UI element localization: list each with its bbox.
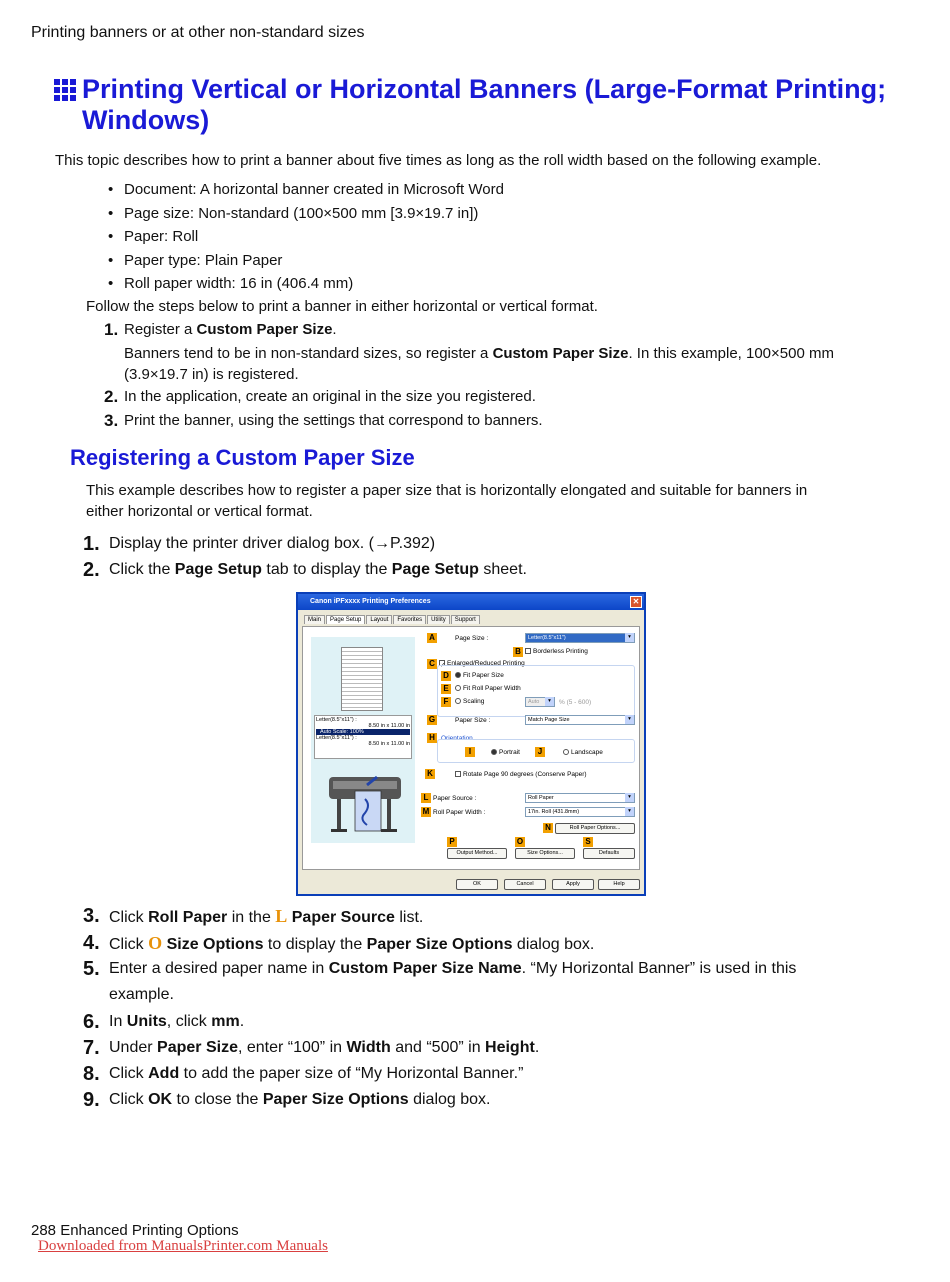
- step-number: 7.: [83, 1037, 100, 1059]
- step-text: .: [534, 1039, 540, 1056]
- step-bold: Custom Paper Size Name: [328, 960, 522, 977]
- list-item: • Paper: Roll: [108, 225, 504, 249]
- list-item: • Roll paper width: 16 in (406.4 mm): [108, 272, 504, 296]
- list-item: • Document: A horizontal banner created in Microsoft Word: [108, 178, 504, 202]
- step-bold: Roll Paper: [148, 909, 228, 926]
- step-1-note: [124, 343, 844, 385]
- label-marker: N: [543, 823, 553, 833]
- running-head: Printing banners or at other non-standard sizes: [31, 24, 365, 41]
- step-text: Enter a desired paper name in: [109, 960, 329, 977]
- step-number: 1.: [104, 320, 119, 339]
- roll-width-select[interactable]: 17in. Roll (431.8mm) ▾: [525, 807, 635, 817]
- step-text: dialog box.: [512, 936, 595, 953]
- step-text: Click: [109, 909, 149, 926]
- step-bold: Paper Size Options: [366, 936, 513, 953]
- step-number: 1.: [83, 533, 100, 555]
- info-line: Letter(8.5"x11") :: [316, 735, 357, 741]
- step-number: 5.: [83, 958, 100, 980]
- step-8: [83, 1061, 524, 1087]
- overview-step-1: [104, 319, 844, 340]
- step-text: , enter “100” in: [237, 1039, 347, 1056]
- step-bold: Paper Size: [157, 1039, 238, 1056]
- step-text: . “My Horizontal Banner” is used in this example.: [109, 960, 797, 1003]
- step-text: dialog box.: [408, 1091, 491, 1108]
- label-marker: I: [465, 747, 475, 757]
- printing-preferences-dialog: [296, 592, 646, 896]
- paper-source-label: Paper Source :: [433, 795, 477, 802]
- step-bold: Units: [126, 1013, 167, 1030]
- landscape-radio[interactable]: [563, 749, 603, 756]
- step-text: Click the: [109, 561, 175, 578]
- borderless-checkbox[interactable]: [525, 648, 588, 655]
- step-text: sheet.: [478, 561, 527, 578]
- step-bold: Height: [485, 1039, 535, 1056]
- scaling-radio[interactable]: [455, 698, 484, 705]
- note-bold: Custom Paper Size: [492, 345, 629, 362]
- page-title: Printing Vertical or Horizontal Banners (Large-Format Printing; Windows): [82, 74, 887, 135]
- step-text: Print the banner, using the settings that correspond to banners.: [124, 412, 543, 429]
- label-marker: H: [427, 733, 437, 743]
- step-number: 6.: [83, 1011, 100, 1033]
- defaults-button[interactable]: Defaults: [583, 848, 635, 859]
- page-setup-panel: [302, 626, 640, 870]
- step-number: 3.: [83, 905, 100, 927]
- step-5: [83, 956, 809, 1008]
- paper-size-select[interactable]: Match Page Size ▾: [525, 715, 635, 725]
- step-text: .: [239, 1013, 245, 1030]
- step-number: 4.: [83, 932, 100, 954]
- step-bold: OK: [148, 1091, 173, 1108]
- step-number: 9.: [83, 1089, 100, 1111]
- tab-page-setup[interactable]: Page Setup: [326, 615, 365, 624]
- step-bold: Paper Source: [291, 909, 395, 926]
- page-size-select[interactable]: Letter(8.5"x11") ▾: [525, 633, 635, 643]
- apply-button[interactable]: Apply: [552, 879, 594, 890]
- step-text: Register a: [124, 321, 197, 338]
- label-marker: G: [428, 715, 436, 724]
- list-item: • Page size: Non-standard (100×500 mm [3.9×19.7 in]): [108, 202, 504, 226]
- preview-info: [314, 715, 412, 759]
- step-9: [83, 1087, 491, 1113]
- step-text: to add the paper size of “My Horizontal Banner.”: [179, 1065, 524, 1082]
- tab-main[interactable]: Main: [304, 615, 325, 624]
- dialog-tabs: [304, 615, 481, 624]
- step-bold: Width: [346, 1039, 391, 1056]
- label-marker: S: [583, 837, 593, 847]
- step-4: [83, 930, 595, 958]
- step-6: [83, 1009, 245, 1035]
- cancel-button[interactable]: Cancel: [504, 879, 546, 890]
- borderless-label: Borderless Printing: [533, 648, 588, 655]
- roll-paper-options-button[interactable]: Roll Paper Options...: [555, 823, 635, 834]
- step-1: [83, 531, 436, 557]
- step-bold: Page Setup: [174, 561, 262, 578]
- tab-support[interactable]: Support: [451, 615, 480, 624]
- step-bold: Page Setup: [391, 561, 479, 578]
- step-text: Click: [109, 1091, 149, 1108]
- list-item: • Paper type: Plain Paper: [108, 249, 504, 273]
- paper-size-label: Paper Size :: [455, 717, 491, 724]
- section-grid-icon: [54, 79, 76, 101]
- overview-step-3: [104, 410, 543, 431]
- page-size-label: Page Size :: [455, 635, 489, 642]
- enlarged-label: Enlarged/Reduced Printing: [447, 660, 525, 667]
- size-options-button[interactable]: Size Options...: [515, 848, 575, 859]
- step-number: 2.: [104, 387, 119, 406]
- page-preview-icon: [341, 647, 383, 711]
- scaling-input[interactable]: Auto ▾: [525, 697, 555, 707]
- label-marker: D: [441, 671, 451, 681]
- section-intro: This example describes how to register a paper size that is horizontally elongated and suitable for banners in either horizontal or vertical format.: [86, 482, 808, 520]
- step-text: , click: [166, 1013, 212, 1030]
- label-marker: P: [447, 837, 457, 847]
- label-marker: C: [427, 659, 437, 669]
- step-text: Under: [109, 1039, 158, 1056]
- preview-pane: [311, 637, 415, 843]
- step-text: to close the: [172, 1091, 263, 1108]
- scaling-range: % (5 - 600): [559, 699, 592, 706]
- label-marker: M: [422, 807, 430, 816]
- dialog-title-bar: [298, 594, 644, 610]
- step-2: [83, 557, 527, 583]
- step-text: Display the printer driver dialog box. (→P.392): [109, 535, 436, 552]
- orientation-label: Orientation: [441, 735, 473, 742]
- info-line: Auto Scale: 100%: [316, 729, 410, 735]
- overview-step-2: [104, 386, 536, 407]
- label-marker: B: [513, 647, 523, 657]
- fit-roll-radio[interactable]: [455, 685, 521, 692]
- step-3: [83, 903, 424, 931]
- scaling-label: Scaling: [463, 698, 485, 705]
- label-marker: A: [427, 633, 437, 643]
- portrait-radio[interactable]: [491, 749, 520, 756]
- step-text: to display the: [263, 936, 367, 953]
- note-text: . In this example, 100×500 mm (3.9×19.7 in) is registered.: [124, 345, 834, 383]
- page-footer: 288 Enhanced Printing Options: [31, 1222, 239, 1239]
- output-method-button[interactable]: Output Method...: [447, 848, 507, 859]
- printer-illustration-icon: [325, 767, 405, 837]
- close-icon[interactable]: ✕: [630, 596, 642, 608]
- label-marker: L: [421, 793, 431, 803]
- info-line: Letter(8.5"x11") :: [316, 717, 357, 723]
- label-marker: K: [425, 769, 435, 779]
- help-button[interactable]: Help: [598, 879, 640, 890]
- tab-layout[interactable]: Layout: [366, 615, 392, 624]
- intro-text: This topic describes how to print a banner about five times as long as the roll width based on the following example.: [55, 152, 822, 169]
- step-number: 2.: [83, 559, 100, 581]
- step-text: In: [109, 1013, 127, 1030]
- label-marker: E: [441, 684, 451, 694]
- info-line: 8.50 in x 11.00 in: [368, 741, 410, 747]
- step-text: tab to display the: [261, 561, 392, 578]
- dialog-title: Canon iPFxxxx Printing Preferences: [310, 598, 431, 605]
- tab-favorites[interactable]: Favorites: [393, 615, 426, 624]
- paper-source-select[interactable]: Roll Paper ▾: [525, 793, 635, 803]
- rotate-checkbox[interactable]: [455, 771, 587, 778]
- step-text: In the application, create an original in the size you registered.: [124, 388, 536, 405]
- fit-paper-label: Fit Paper Size: [463, 672, 504, 679]
- fit-roll-label: Fit Roll Paper Width: [463, 685, 521, 692]
- step-text: Click: [109, 936, 149, 953]
- info-line: 8.50 in x 11.00 in: [368, 723, 410, 729]
- step-7: [83, 1035, 540, 1061]
- portrait-label: Portrait: [499, 749, 520, 756]
- landscape-label: Landscape: [571, 749, 603, 756]
- step-number: 3.: [104, 411, 119, 430]
- example-list: [108, 178, 504, 296]
- label-marker: F: [441, 697, 451, 707]
- step-bold: Size Options: [166, 936, 264, 953]
- step-text: and “500” in: [390, 1039, 486, 1056]
- step-text: .: [332, 321, 337, 338]
- step-text: in the: [227, 909, 276, 926]
- note-text: Banners tend to be in non-standard sizes, so register a: [124, 345, 493, 362]
- enlarged-checkbox[interactable]: ✓ Enlarged/Reduced Printing: [440, 660, 525, 670]
- download-link[interactable]: Downloaded from ManualsPrinter.com Manuals: [38, 1238, 328, 1254]
- tab-utility[interactable]: Utility: [427, 615, 450, 624]
- label-marker: J: [535, 747, 545, 757]
- fit-paper-radio[interactable]: [455, 672, 504, 679]
- follow-text: Follow the steps below to print a banner in either horizontal or vertical format.: [86, 298, 598, 315]
- step-text: Click: [109, 1065, 149, 1082]
- step-bold: Add: [148, 1065, 180, 1082]
- ok-button[interactable]: OK: [456, 879, 498, 890]
- section-title: Registering a Custom Paper Size: [70, 445, 415, 470]
- roll-width-label: Roll Paper Width :: [433, 809, 486, 816]
- step-bold: mm: [211, 1013, 240, 1030]
- step-text: list.: [394, 909, 424, 926]
- label-marker: O: [516, 837, 524, 846]
- callout-letter: L: [275, 906, 288, 926]
- step-bold: Paper Size Options: [262, 1091, 409, 1108]
- step-number: 8.: [83, 1063, 100, 1085]
- step-bold: Custom Paper Size: [196, 321, 333, 338]
- callout-letter: O: [148, 933, 163, 953]
- rotate-label: Rotate Page 90 degrees (Conserve Paper): [463, 771, 587, 778]
